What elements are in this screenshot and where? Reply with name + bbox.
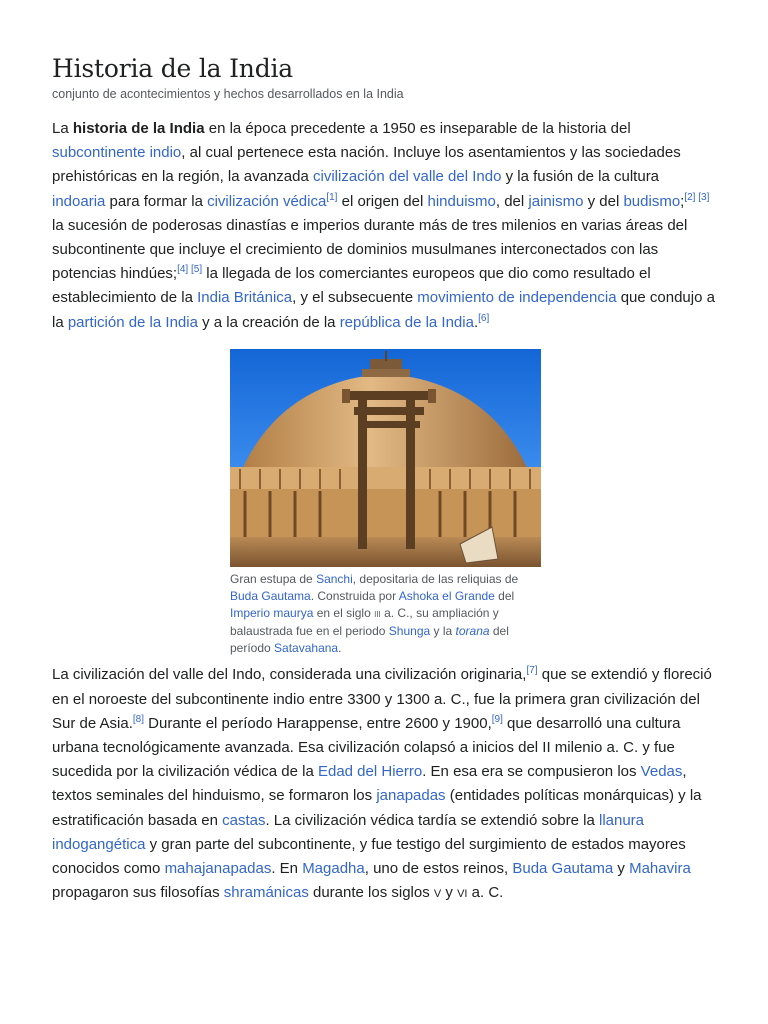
reference-link[interactable]: [1]	[326, 191, 338, 203]
link-india-britanica[interactable]: India Británica	[197, 289, 293, 307]
reference-link[interactable]: [2]	[684, 191, 696, 203]
text: . En	[271, 859, 303, 877]
text: La	[52, 120, 73, 137]
figure	[230, 349, 541, 657]
century-numeral: v	[433, 884, 442, 902]
link-buda-gautama[interactable]: Buda Gautama	[230, 589, 311, 604]
link-sanchi[interactable]: Sanchi	[316, 571, 353, 586]
text: , del	[495, 192, 529, 210]
link-mahajanapadas[interactable]: mahajanapadas	[164, 859, 272, 877]
history-paragraph	[52, 663, 716, 905]
text: el origen del	[337, 192, 428, 210]
link-buda-gautama[interactable]: Buda Gautama	[512, 859, 614, 877]
link-republica-india[interactable]: república de la India	[339, 313, 474, 331]
text: . Construida por	[310, 589, 399, 604]
link-vedas[interactable]: Vedas	[640, 763, 683, 781]
text: del período	[230, 623, 509, 656]
text: , al cual pertenece esta nación. Incluye los asentamientos y las sociedades prehistóricas en la región, la avanzada	[52, 144, 681, 186]
link-budismo[interactable]: budismo	[623, 192, 681, 210]
link-civilizacion-valle-indo[interactable]: civilización del valle del Indo	[313, 168, 502, 186]
reference-link[interactable]: [9]	[491, 713, 503, 725]
link-particion-india[interactable]: partición de la India	[67, 313, 198, 331]
link-shramanicas[interactable]: shramánicas	[223, 884, 309, 902]
text: y del	[583, 192, 624, 210]
link-hinduismo[interactable]: hinduismo	[427, 192, 496, 210]
page-subtitle: conjunto de acontecimientos y hechos desarrollados en la India	[52, 87, 404, 101]
text: y a la creación de la	[197, 313, 340, 331]
text: La civilización del valle del Indo, considerada una civilización originaria,	[52, 666, 527, 684]
italic-term: torana	[455, 623, 490, 638]
text: a. C.	[467, 884, 504, 902]
text: , uno de estos reinos,	[364, 859, 513, 877]
text: ;	[680, 192, 685, 210]
text: en la época precedente a 1950 es inseparable de la historia del	[204, 120, 631, 137]
text: y	[613, 859, 630, 877]
intro-paragraph	[52, 117, 716, 335]
text: , textos seminales del hinduismo, se formaron los	[52, 763, 687, 805]
link-civilizacion-vedica[interactable]: civilización védica	[207, 192, 327, 210]
reference-link[interactable]: [8]	[132, 713, 145, 725]
text: . En esa era se compusieron los	[422, 763, 641, 781]
text: que condujo a la	[52, 289, 715, 331]
text: .	[473, 313, 479, 331]
text: .	[338, 641, 342, 656]
link-mahavira[interactable]: Mahavira	[629, 859, 691, 877]
text: del	[494, 589, 515, 604]
link-torana[interactable]	[456, 624, 490, 638]
text: y	[441, 884, 458, 902]
text: y gran parte del subcontinente, y fue testigo del surgimiento de estados mayores conocidos como	[52, 835, 686, 877]
stupa-image[interactable]	[230, 349, 541, 567]
reference-link[interactable]: [7]	[526, 665, 538, 677]
link-subcontinente-indio[interactable]: subcontinente indio	[52, 144, 182, 162]
text: la sucesión de poderosas dinastías e imperios durante más de tres milenios en varias áreas del subcontinente que incluye el crecimiento de dominios musulmanes interconectados con las potencias hindúes;	[52, 216, 688, 283]
link-movimiento-independencia[interactable]: movimiento de independencia	[417, 289, 617, 307]
reference-link[interactable]: [3]	[698, 191, 710, 203]
text: en el siglo	[313, 606, 375, 621]
figure-caption	[230, 571, 541, 657]
text: . La civilización védica tardía se extendió sobre la	[265, 811, 599, 829]
century-numeral: iii	[374, 606, 381, 621]
link-castas[interactable]: castas	[222, 811, 266, 829]
text: para formar la	[105, 192, 208, 210]
link-edad-del-hierro[interactable]: Edad del Hierro	[317, 763, 423, 781]
article	[52, 0, 716, 905]
link-llanura-indogangetica[interactable]: llanura indogangética	[52, 811, 645, 853]
text: durante los siglos	[308, 884, 434, 902]
text: Durante el período Harappense, entre 2600 y 1900,	[144, 714, 492, 732]
link-shunga[interactable]: Shunga	[388, 623, 431, 638]
text: , y el subsecuente	[292, 289, 418, 307]
link-satavahana[interactable]: Satavahana	[274, 641, 339, 656]
link-jainismo[interactable]: jainismo	[528, 192, 584, 210]
page-title: Historia de la India	[52, 54, 293, 83]
reference-link[interactable]: [6]	[478, 312, 490, 324]
link-indoaria[interactable]: indoaria	[52, 192, 106, 210]
link-ashoka-el-grande[interactable]: Ashoka el Grande	[398, 589, 495, 604]
link-janapadas[interactable]: janapadas	[376, 787, 446, 805]
text: propagaron sus filosofías	[52, 884, 224, 902]
text: que se extendió y floreció en el noroeste del subcontinente indio entre 3300 y 1300 a. C., fue la primera gran civilización del Sur de Asia.	[52, 666, 712, 732]
century-numeral: vi	[457, 884, 468, 902]
text: y la fusión de la cultura	[501, 168, 660, 186]
text: a. C., su ampliación y balaustrada fue en el periodo	[230, 606, 499, 638]
link-imperio-maurya[interactable]: Imperio maurya	[230, 606, 314, 621]
reference-link[interactable]: [5]	[191, 264, 203, 276]
text: , depositaria de las reliquias de	[352, 571, 519, 586]
text: que desarrolló una cultura urbana tecnológicamente avanzada. Esa civilización colapsó a inicios del II milenio a. C. y fue sucedida por la civilización védica de la	[52, 714, 681, 781]
bold-term: historia de la India	[72, 120, 205, 137]
text: Gran estupa de	[230, 571, 317, 586]
text: la llegada de los comerciantes europeos que dio como resultado el establecimiento de la	[52, 265, 651, 307]
reference-link[interactable]: [4]	[177, 264, 189, 276]
text: y la	[430, 623, 456, 638]
text: (entidades políticas monárquicas) y la estratificación basada en	[52, 787, 702, 829]
link-magadha[interactable]: Magadha	[302, 859, 365, 877]
